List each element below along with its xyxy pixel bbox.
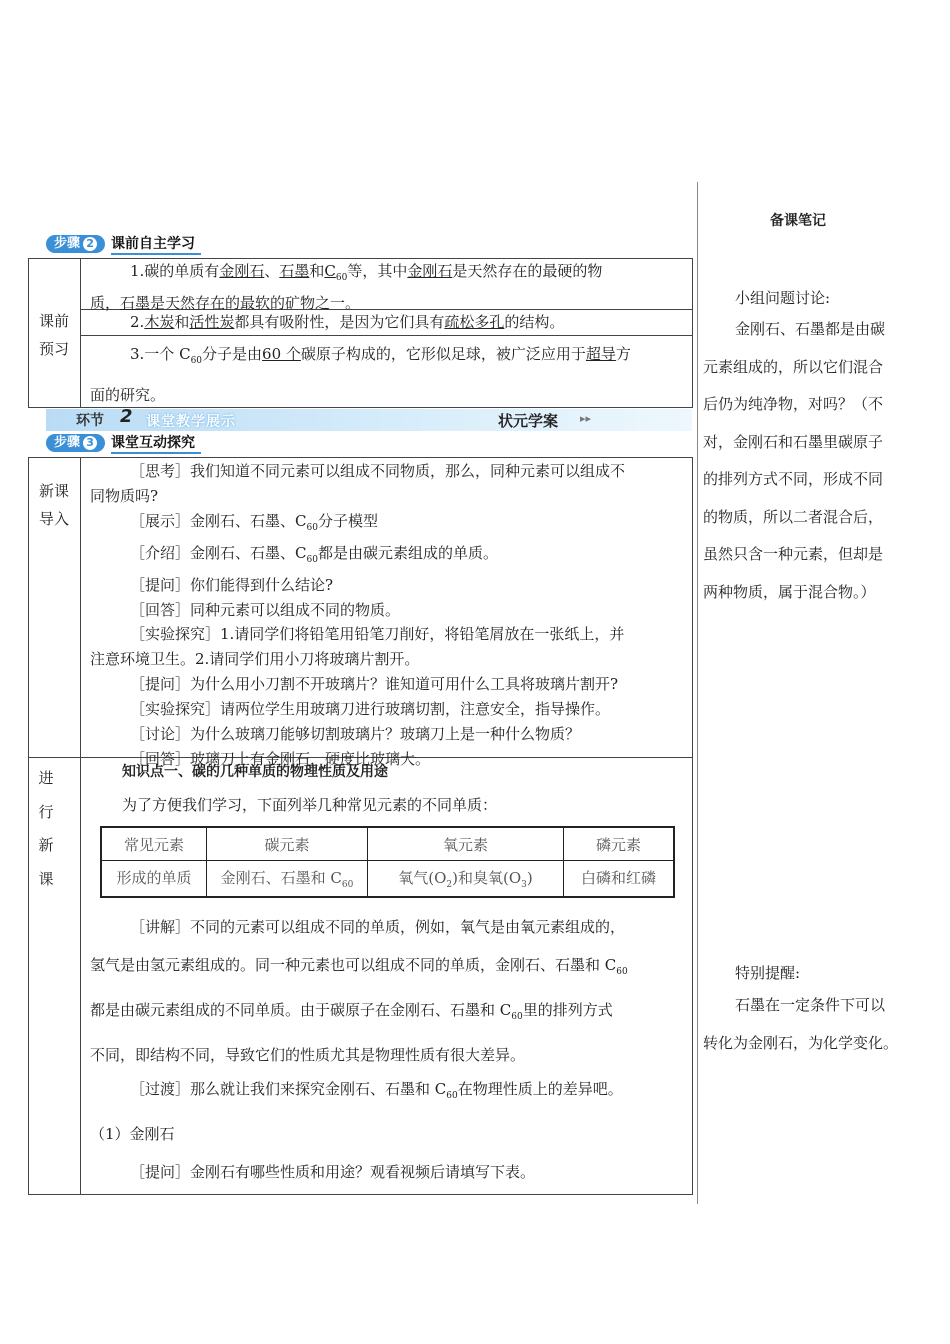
step-title: 课堂互动探究 bbox=[111, 432, 201, 454]
step-badge: 步骤 3 bbox=[46, 434, 105, 452]
header-cell: 磷元素 bbox=[595, 836, 641, 854]
brand-logo: 状元学案 bbox=[498, 412, 559, 430]
intro-label: 新课 导入 bbox=[38, 482, 69, 528]
intro-content: ［思考］我们知道不同元素可以组成不同物质，那么，同种元素可以组成不 同物质吗? ［展示］金刚石、石墨、$C_{60}$分子模型 ［介绍］金刚石、石墨、$C_{60}$都是由碳元素组成的单质。 ［提问］你们能得到什么结论? ［回答］同种元素可以组成不同的物质。 ［实验探究］1.请同学们将铅笔用铅笔刀削好，将铅笔屑放在一张纸上，并 注意环境卫生。2.请同学们用小刀将玻璃片割开。 ［提问］为什么用小刀割不开玻璃片？谁知道可用什么工具将玻璃片割开? ［实验探究］请两位学生用玻璃刀进行玻璃切割，注意安全，指导操作。 ［讨论］为什么玻璃刀能够切割玻璃片？玻璃刀上是一种什么物质？ ［回答］玻璃刀上有金刚石，硬度比玻璃大。 bbox=[90, 462, 626, 768]
step-2-label bbox=[46, 234, 201, 254]
banner-number: 2 bbox=[120, 406, 133, 427]
arrow-icon: ▸▸ bbox=[580, 412, 592, 425]
remind-content: 石墨在一定条件下可以 转化为金刚石，为化学变化。 bbox=[703, 996, 899, 1052]
section-banner bbox=[46, 406, 692, 431]
knowledge-heading: 知识点一、碳的几种单质的物理性质及用途 bbox=[122, 764, 388, 780]
preview-item-3: 3.一个 $C_{60}$分子是由60 个碳原子构成的，它形似足球，被广泛应用于超导方 面的研究。 bbox=[90, 345, 631, 404]
banner-part: 环节 bbox=[76, 413, 104, 429]
header-cell: 氧元素 bbox=[442, 836, 488, 854]
element-table bbox=[100, 826, 675, 898]
oxygen-cell: 氧气$(O_2)$和臭氧$(O_3)$ bbox=[398, 869, 533, 890]
explain-content: ［讲解］不同的元素可以组成不同的单质，例如，氧气是由氧元素组成的， 氢气是由氢元素组成的。同一种元素也可以组成不同的单质，金刚石、石墨和 $C_{60}$ 都是由碳元素组成的不同单质。由于碳原子在金刚石、石墨和 $C_{60}$里的排列方式 不同，即结构不同，导致它们的性质尤其是物理性质有很大差异。 ［过渡］那么就让我们来探究金刚石、石墨和 $C_{60}$在物理性质上的差异吧。 （1）金刚石 ［提问］金刚石有哪些性质和用途？观看视频后请填写下表。 bbox=[90, 918, 628, 1181]
preview-item-1: 1.碳的单质有金刚石、石墨和$C_{60}$等，其中金刚石是天然存在的最硬的物 质，石墨是天然存在的最软的矿物之一。 bbox=[90, 262, 603, 312]
remind-title: 特别提醒: bbox=[735, 964, 801, 982]
lead-text: 为了方便我们学习，下面列举几种常见元素的不同单质： bbox=[122, 796, 498, 814]
discuss-title: 小组问题讨论: bbox=[735, 289, 831, 307]
new-lesson-label: 进 行 新 课 bbox=[38, 769, 54, 888]
header-cell: 碳元素 bbox=[264, 836, 310, 854]
header-cell: 常见元素 bbox=[123, 836, 184, 854]
page-divider bbox=[697, 182, 698, 1204]
carbon-cell: 金刚石、石墨和 $C_{60}$ bbox=[220, 869, 354, 890]
phosphorus-cell: 白磷和红磷 bbox=[580, 869, 656, 887]
step-title: 课前自主学习 bbox=[111, 233, 201, 255]
notes-title: 备课笔记 bbox=[770, 213, 826, 229]
step-3-label bbox=[46, 433, 201, 453]
row-label-cell: 形成的单质 bbox=[116, 869, 192, 887]
preview-item-2: 2.木炭和活性炭都具有吸附性，是因为它们具有疏松多孔的结构。 bbox=[130, 313, 565, 331]
preview-label: 课前 预习 bbox=[38, 312, 69, 358]
step-badge: 步骤 2 bbox=[46, 235, 105, 253]
banner-title: 课堂教学展示 bbox=[146, 414, 236, 430]
discuss-content: 金刚石、石墨都是由碳 元素组成的，所以它们混合 后仍为纯净物，对吗？（不 对，金刚石和石墨里碳原子 的排列方式不同，形成不同 的物质，所以二者混合后， 虽然只含一种元素，但却是 两种物质，属于混合物。） bbox=[703, 320, 886, 601]
